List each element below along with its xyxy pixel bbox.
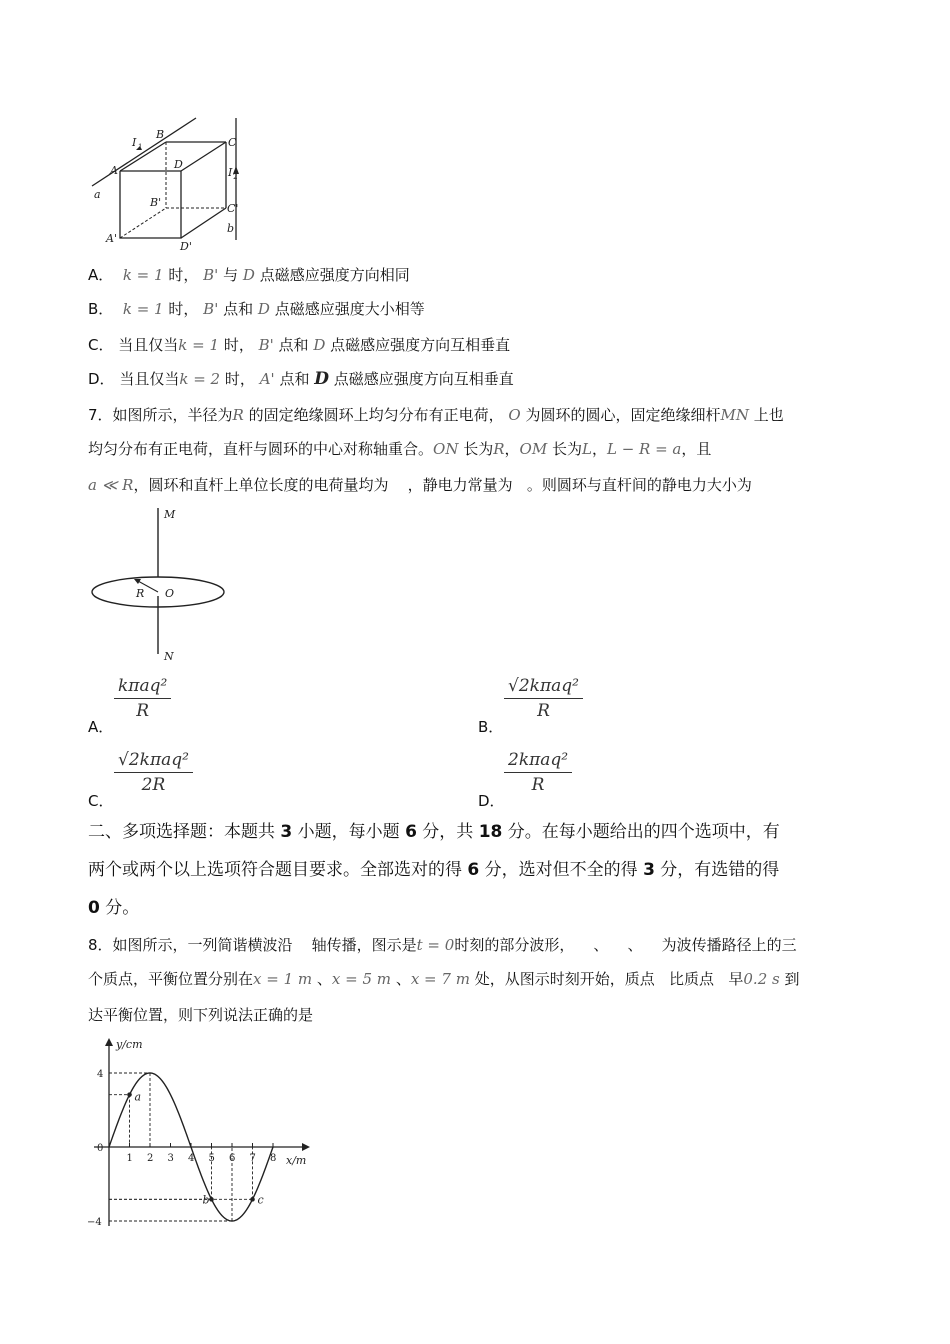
q7-option-a-formula — [114, 674, 171, 723]
wave-chart — [84, 1036, 324, 1232]
particle-c-label: c — [257, 1193, 264, 1207]
particle-c — [250, 1197, 255, 1202]
numerator: √2kπaq² — [504, 674, 583, 699]
q6-option-b: B． k = 1 时， B' 点和 D 点磁感应强度大小相等 — [88, 300, 425, 318]
label-I1-sub: 1 — [138, 143, 143, 151]
q6-option-a: A． k = 1 时， B' 与 D 点磁感应强度方向相同 — [88, 266, 410, 284]
label-B-prime: B' — [150, 196, 162, 209]
q6-option-d: D． 当且仅当k = 2 时， A' 点和 D 点磁感应强度方向互相垂直 — [88, 369, 514, 389]
denominator: 2R — [141, 775, 166, 795]
x-tick-label: 2 — [147, 1153, 154, 1164]
label-A: A — [110, 164, 118, 177]
q7-option-c-formula — [114, 748, 193, 797]
section2-line3: 0 分。 — [88, 898, 140, 918]
y-tick-label: −4 — [87, 1217, 102, 1228]
denominator: R — [531, 775, 545, 795]
label-D: D — [174, 158, 183, 171]
q8-stem-line2: 个质点，平衡位置分别在x = 1 m 、x = 5 m 、x = 7 m 处，从图示时刻开始，质点 比质点 早0.2 s 到 — [88, 970, 800, 988]
label-D-prime: D' — [180, 240, 192, 253]
q7-stem-line3: a ≪ R，圆环和直杆上单位长度的电荷量均为 ，静电力常量为 。则圆环与直杆间的静电力大小为 — [88, 476, 752, 494]
x-axis-label: x/m — [286, 1154, 307, 1167]
denominator: R — [537, 701, 550, 721]
label-C-prime: C' — [227, 202, 239, 215]
x-tick-label: 1 — [126, 1153, 133, 1164]
label-I2-sub: 2 — [233, 173, 238, 181]
q8-stem-line3: 达平衡位置，则下列说法正确的是 — [88, 1006, 314, 1024]
label-wire-b: b — [227, 222, 235, 235]
q7-stem-line1: 7．如图所示，半径为R 的固定绝缘圆环上均匀分布有正电荷， O 为圆环的圆心，固定绝缘细杆MN 上也 — [88, 406, 784, 424]
q7-option-d-formula — [504, 748, 572, 797]
q6-option-c: C． 当且仅当k = 1 时， B' 点和 D 点磁感应强度方向互相垂直 — [88, 336, 511, 354]
label-I2: I — [228, 166, 233, 179]
numerator: √2kπaq² — [114, 748, 193, 773]
label-I1: I — [132, 136, 137, 149]
y-tick-label: 0 — [97, 1143, 104, 1154]
x-tick-label: 7 — [249, 1153, 256, 1164]
label-C: C — [228, 136, 237, 149]
q7-stem-line2: 均匀分布有正电荷，直杆与圆环的中心对称轴重合。ON 长为R，OM 长为L，L − R = a，且 — [88, 440, 712, 458]
x-tick-label: 6 — [229, 1153, 236, 1164]
x-tick-label: 8 — [270, 1153, 277, 1164]
numerator: kπaq² — [114, 674, 171, 699]
label-M: M — [164, 508, 176, 521]
q7-option-b-formula — [504, 674, 583, 723]
x-axis-arrow — [302, 1143, 310, 1151]
ring-rod-figure — [88, 504, 233, 664]
label-O: O — [165, 587, 175, 600]
label-B: B — [156, 128, 165, 141]
particle-b-label: b — [202, 1193, 210, 1207]
x-tick-label: 4 — [188, 1153, 195, 1164]
label-R: R — [136, 587, 145, 600]
label-N: N — [164, 650, 174, 663]
denominator: R — [136, 701, 150, 721]
q7-option-a-letter: A． — [88, 718, 114, 736]
y-tick-label: 4 — [97, 1069, 104, 1080]
section2-line2: 两个或两个以上选项符合题目要求。全部选对的得 6 分，选对但不全的得 3 分，有选错的得 — [88, 860, 780, 880]
numerator: 2kπaq² — [504, 748, 572, 773]
x-tick-label: 3 — [167, 1153, 174, 1164]
y-axis-arrow — [105, 1038, 113, 1046]
y-axis-label: y/cm — [116, 1038, 143, 1051]
q7-option-b-letter: B． — [478, 718, 504, 736]
cube-current-figure — [86, 116, 256, 256]
particle-a-label: a — [134, 1090, 142, 1104]
label-wire-a: a — [94, 188, 101, 201]
x-tick-label: 5 — [208, 1153, 215, 1164]
particle-a — [127, 1092, 132, 1097]
section2-line1: 二、多项选择题：本题共 3 小题，每小题 6 分，共 18 分。在每小题给出的四个选项中，有 — [88, 822, 780, 842]
q7-option-d-letter: D． — [478, 792, 505, 810]
label-A-prime: A' — [106, 232, 117, 245]
q7-option-c-letter: C． — [88, 792, 114, 810]
q8-stem-line1: 8．如图所示，一列简谐横波沿 轴传播，图示是t = 0时刻的部分波形， 、 、 为波传播路径上的三 — [88, 936, 797, 954]
